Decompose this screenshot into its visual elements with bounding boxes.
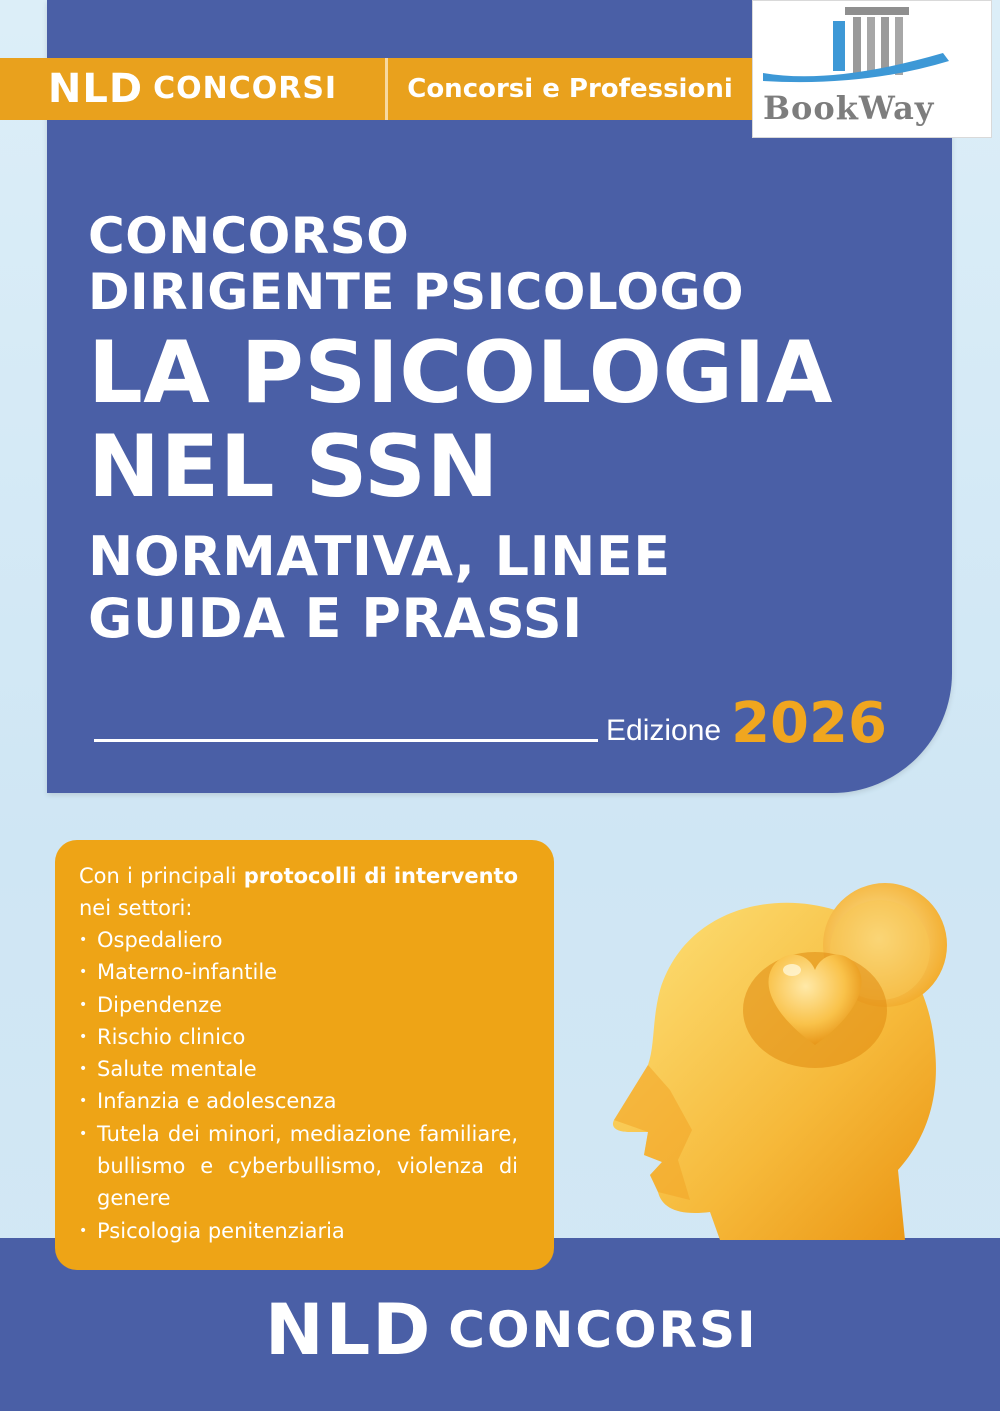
title-line-1: CONCORSO [88, 207, 410, 265]
footer-word: CONCORSI [448, 1301, 758, 1359]
sector-item: • Tutela dei minori, mediazione familiare, bullismo e cyberbullismo, violenza di genere [79, 1118, 518, 1215]
sector-item: • Ospedaliero [79, 924, 518, 956]
sectors-list [79, 924, 518, 1247]
publisher-mark: NLD [47, 66, 144, 112]
title-line-2: DIRIGENTE PSICOLOGO [88, 263, 745, 321]
publisher-logo [0, 58, 388, 120]
sector-item: • Infanzia e adolescenza [79, 1085, 518, 1117]
sector-item: • Rischio clinico [79, 1021, 518, 1053]
intro-bold-2: intervento [393, 864, 518, 888]
book-title [88, 208, 833, 650]
seller-logo-text: BookWay [763, 89, 935, 127]
sector-item: • Dipendenze [79, 989, 518, 1021]
features-intro [79, 860, 518, 924]
sector-item: • Psicologia penitenziaria [79, 1215, 518, 1247]
subtitle-line-2: GUIDA E PRASSI [88, 587, 583, 650]
intro-bold-1: protocolli di [243, 864, 387, 888]
head-with-heart-icon [600, 870, 980, 1244]
bookway-logo-icon [753, 1, 991, 91]
intro-prefix: Con i principali [79, 864, 237, 888]
footer-mark: NLD [265, 1289, 433, 1371]
edition-row [94, 690, 904, 756]
footer-logo [265, 1289, 758, 1371]
sector-item: • Materno-infantile [79, 956, 518, 988]
series-tagline: Concorsi e Professioni [407, 74, 733, 104]
seller-logo [752, 0, 992, 138]
edition-year: 2026 [731, 691, 887, 756]
subtitle-line-1: NORMATIVA, LINEE [88, 525, 671, 588]
intro-suffix: nei settori: [79, 896, 193, 920]
main-title-line-2: NEL SSN [88, 417, 499, 517]
edition-label: Edizione [606, 714, 722, 747]
sector-item: • Salute mentale [79, 1053, 518, 1085]
features-box [55, 840, 554, 1270]
main-title-line-1: LA PSICOLOGIA [88, 323, 833, 423]
edition-divider [94, 739, 598, 742]
publisher-band [0, 58, 752, 120]
publisher-word: CONCORSI [153, 71, 338, 106]
